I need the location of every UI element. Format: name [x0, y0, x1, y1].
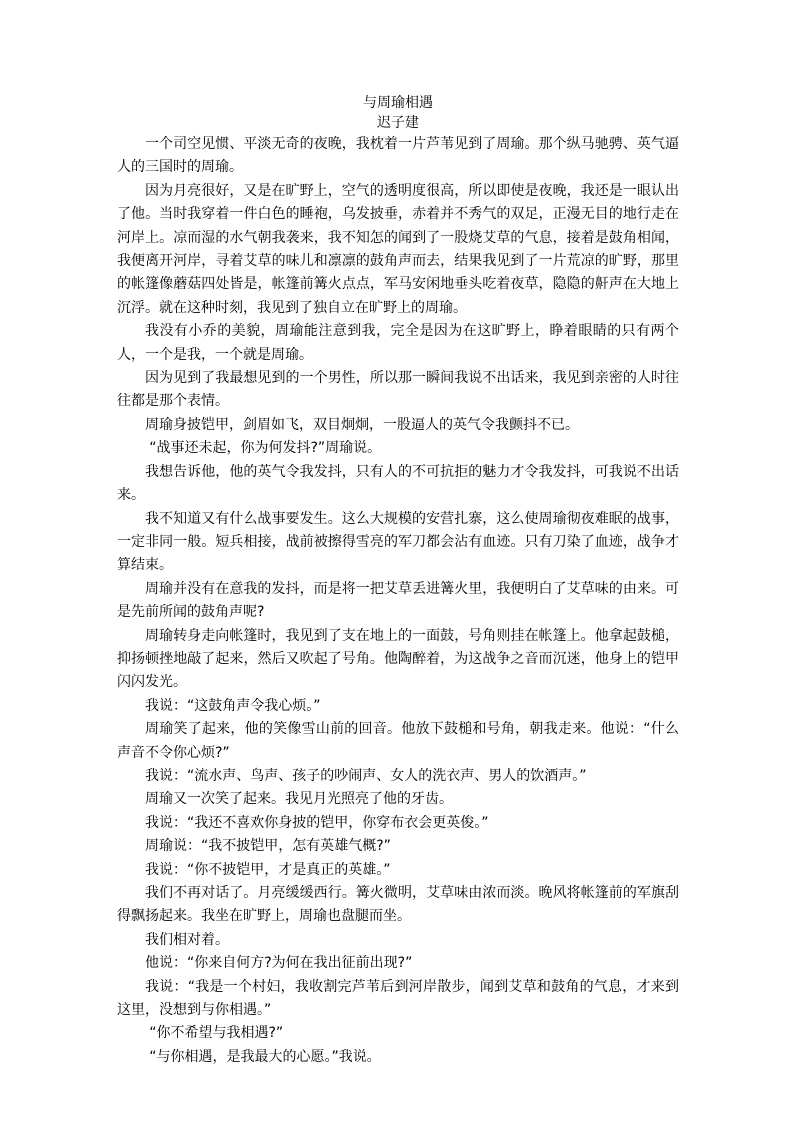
paragraph: 因为见到了我最想见到的一个男性，所以那一瞬间我说不出话来，我见到亲密的人时往往都是那个表情。 [117, 370, 679, 410]
paragraph: 周瑜身披铠甲，剑眉如飞，双目炯炯，一股逼人的英气令我颤抖不已。 [145, 416, 579, 433]
paragraph: 周瑜说：“我不披铠甲，怎有英雄气概?” [145, 838, 391, 855]
paragraph: 我想告诉他，他的英气令我发抖，只有人的不可抗拒的魅力才令我发抖，可我说不出话来。 [117, 463, 679, 504]
paragraph: 我说：“我还不喜欢你身披的铠甲，你穿布衣会更英俊。” [145, 814, 489, 831]
paragraph: 我不知道又有什么战事要发生。这么大规模的安营扎寨，这么使周瑜彻夜难眠的战事，一定非同一般。短兵相接，战前被擦得雪亮的军刀都会沾有血迹。只有刀染了血迹，战争才算结束。 [117, 510, 679, 574]
paragraph: 我们相对着。 [145, 931, 229, 948]
paragraph: 我说：“你不披铠甲，才是真正的英雄。” [145, 861, 391, 878]
paragraph: 因为月亮很好，又是在旷野上，空气的透明度很高，所以即使是夜晚，我还是一眼认出了他。当时我穿着一件白色的睡袍，乌发披垂，赤着并不秀气的双足，正漫无目的地行走在河岸上。凉而湿的水气朝我袭来，我不知怎的闻到了一股烧艾草的气息，接着是鼓角相闻，我便离开河岸，寻着艾草的味儿和凛凛的鼓角声而去，结果我见到了一片荒凉的旷野，那里的帐篷像蘑菇四处皆是，帐篷前篝火点点，军马安闲地垂头吃着夜草，隐隐的鼾声在大地上沉浮。就在这种时刻，我见到了独自立在旷野上的周瑜。 [117, 182, 679, 316]
article-author: 迟子建 [377, 115, 419, 131]
paragraph: 周瑜又一次笑了起来。我见月光照亮了他的牙齿。 [145, 791, 453, 808]
paragraph: 我们不再对话了。月亮缓缓西行。篝火微明，艾草味由浓而淡。晚风将帐篷前的军旗刮得飘扬起来。我坐在旷野上，周瑜也盘腿而坐。 [117, 885, 679, 925]
paragraph: “战事还未起，你为何发抖?”周瑜说。 [149, 440, 382, 457]
paragraph: “你不希望与我相遇?” [149, 1025, 284, 1042]
paragraph: “与你相遇，是我最大的心愿。”我说。 [149, 1048, 381, 1065]
paragraph: 他说：“你来自何方?为何在我出征前出现?” [145, 955, 413, 972]
paragraph: 周瑜并没有在意我的发抖，而是将一把艾草丢进篝火里，我便明白了艾草味的由来。可是先前所闻的鼓角声呢? [117, 580, 679, 621]
paragraph: 我说：“流水声、鸟声、孩子的吵闹声、女人的洗衣声、男人的饮酒声。” [145, 767, 587, 784]
paragraph: 我说：“我是一个村妇，我收割完芦苇后到河岸散步，闻到艾草和鼓角的气息，才来到这里，没想到与你相遇。” [117, 978, 679, 1019]
article-body [117, 93, 679, 1069]
paragraph: 周瑜笑了起来，他的笑像雪山前的回音。他放下鼓槌和号角，朝我走来。他说：“什么声音不令你心烦?” [117, 721, 679, 761]
paragraph: 周瑜转身走向帐篷时，我见到了支在地上的一面鼓，号角则挂在帐篷上。他拿起鼓槌，抑扬顿挫地敲了起来，然后又吹起了号角。他陶醉着，为这战争之音而沉迷，他身上的铠甲闪闪发光。 [117, 627, 679, 691]
article-title: 与周瑜相遇 [363, 95, 433, 111]
paragraph: 一个司空见惯、平淡无奇的夜晚，我枕着一片芦苇见到了周瑜。那个纵马驰骋、英气逼人的三国时的周瑜。 [117, 136, 679, 176]
paragraph: 我没有小乔的美貌，周瑜能注意到我，完全是因为在这旷野上，睁着眼睛的只有两个人，一个是我，一个就是周瑜。 [117, 323, 679, 363]
paragraph: 我说：“这鼓角声令我心烦。” [145, 697, 321, 714]
